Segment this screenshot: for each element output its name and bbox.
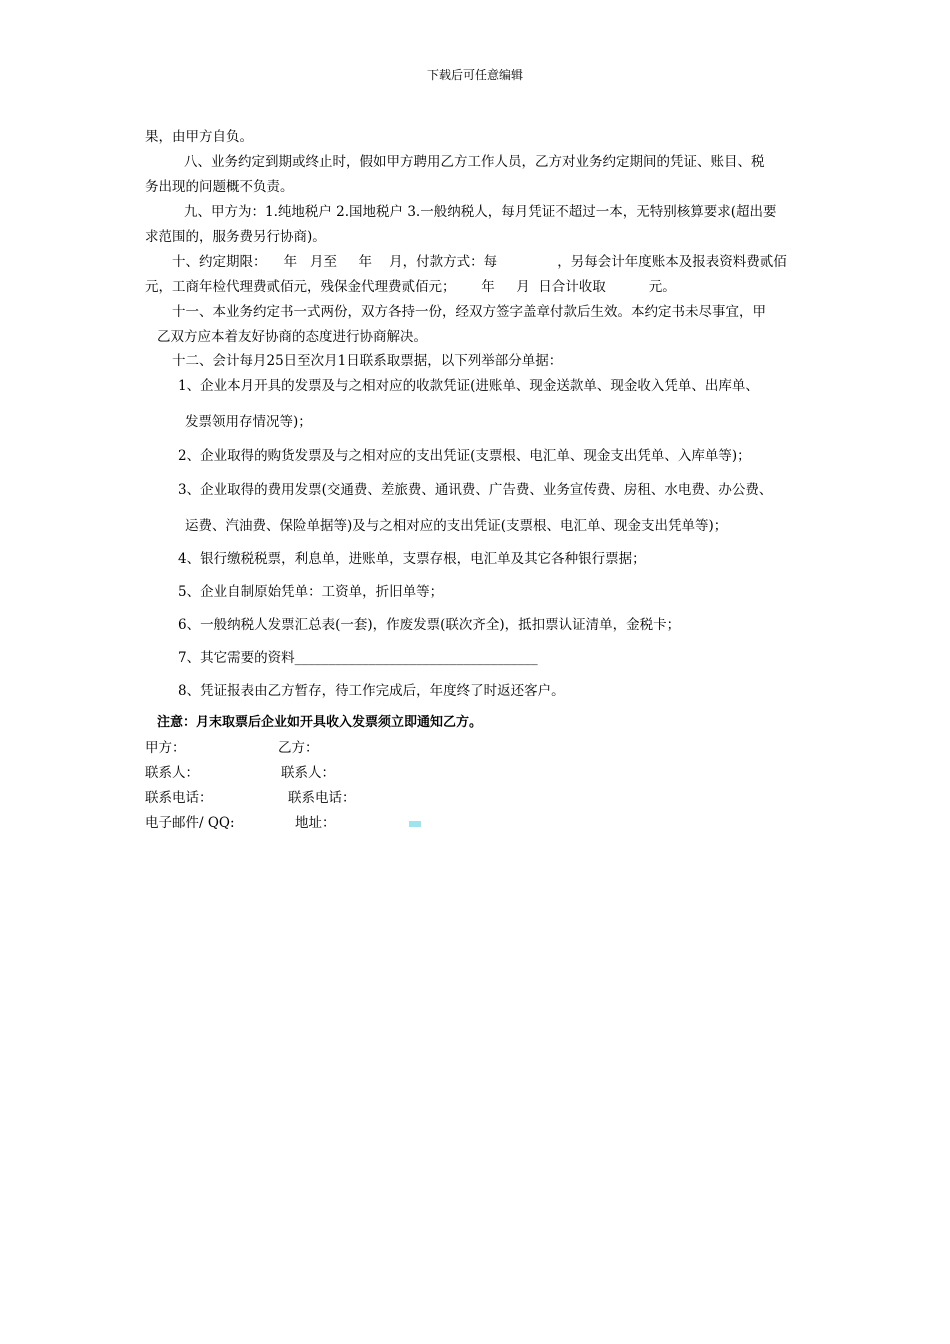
highlight-mark [409,821,421,827]
list-item-1-line-1: 1、企业本月开具的发票及与之相对应的收款凭证(进账单、现金送款单、现金收入凭单、出库单、 [178,378,759,394]
clause-8-line-2: 务出现的问题概不负责。 [145,179,294,195]
page-header: 下载后可任意编辑 [426,68,523,82]
list-item-5: 5、企业自制原始凭单：工资单，折旧单等； [178,584,444,600]
clause-11-line-2: 乙双方应本着友好协商的态度进行协商解决。 [157,329,427,345]
contact-a-label: 联系人： [145,765,199,781]
party-a-label: 甲方： [145,740,186,756]
list-item-8: 8、凭证报表由乙方暂存，待工作完成后，年度终了时返还客户。 [178,683,565,699]
contact-b-label: 联系人： [281,765,335,781]
clause-11-line-1: 十一、本业务约定书一式两份，双方各持一份，经双方签字盖章付款后生效。本约定书未尽事宜，甲 [172,304,766,320]
clause-12: 十二、会计每月25日至次月1日联系取票据，以下列举部分单据： [172,353,563,369]
paragraph-text: 果，由甲方自负。 [145,129,253,145]
notice-text: 注意：月末取票后企业如开具收入发票须立即通知乙方。 [157,715,483,730]
list-item-4: 4、银行缴税税票，利息单，进账单，支票存根，电汇单及其它各种银行票据； [178,551,646,567]
party-b-label: 乙方： [278,740,319,756]
list-item-3-line-1: 3、企业取得的费用发票(交通费、差旅费、通讯费、广告费、业务宣传费、房租、水电费、办公费、 [178,482,773,498]
clause-9-line-1: 九、甲方为：1.纯地税户 2.国地税户 3.一般纳税人，每月凭证不超过一本，无特别核算要求(超出要 [184,204,777,220]
clause-9-line-2: 求范围的，服务费另行协商)。 [145,229,326,245]
phone-b-label: 联系电话： [288,790,356,806]
list-item-1-line-2: 发票领用存情况等)； [185,414,312,430]
list-item-3-line-2: 运费、汽油费、保险单据等)及与之相对应的支出凭证(支票根、电汇单、现金支出凭单等)； [185,518,728,534]
list-item-6: 6、一般纳税人发票汇总表(一套)，作废发票(联次齐全)，抵扣票认证清单，金税卡； [178,617,681,633]
list-item-2: 2、企业取得的购货发票及与之相对应的支出凭证(支票根、电汇单、现金支出凭单、入库单等)； [178,448,751,464]
list-item-7: 7、其它需要的资料____________________________________ [178,650,538,666]
clause-8-line-1: 八、业务约定到期或终止时，假如甲方聘用乙方工作人员，乙方对业务约定期间的凭证、账目、税 [184,154,765,170]
clause-10-line-2: 元，工商年检代理费贰佰元，残保金代理费贰佰元； 年 月 日合计收取 元。 [145,279,676,295]
address-label: 地址： [295,815,336,831]
email-qq-label: 电子邮件/ QQ: [145,815,235,831]
clause-10-line-1: 十、约定期限： 年 月至 年 月，付款方式：每 ，另每会计年度账本及报表资料费贰佰 [172,254,787,270]
phone-a-label: 联系电话： [145,790,213,806]
